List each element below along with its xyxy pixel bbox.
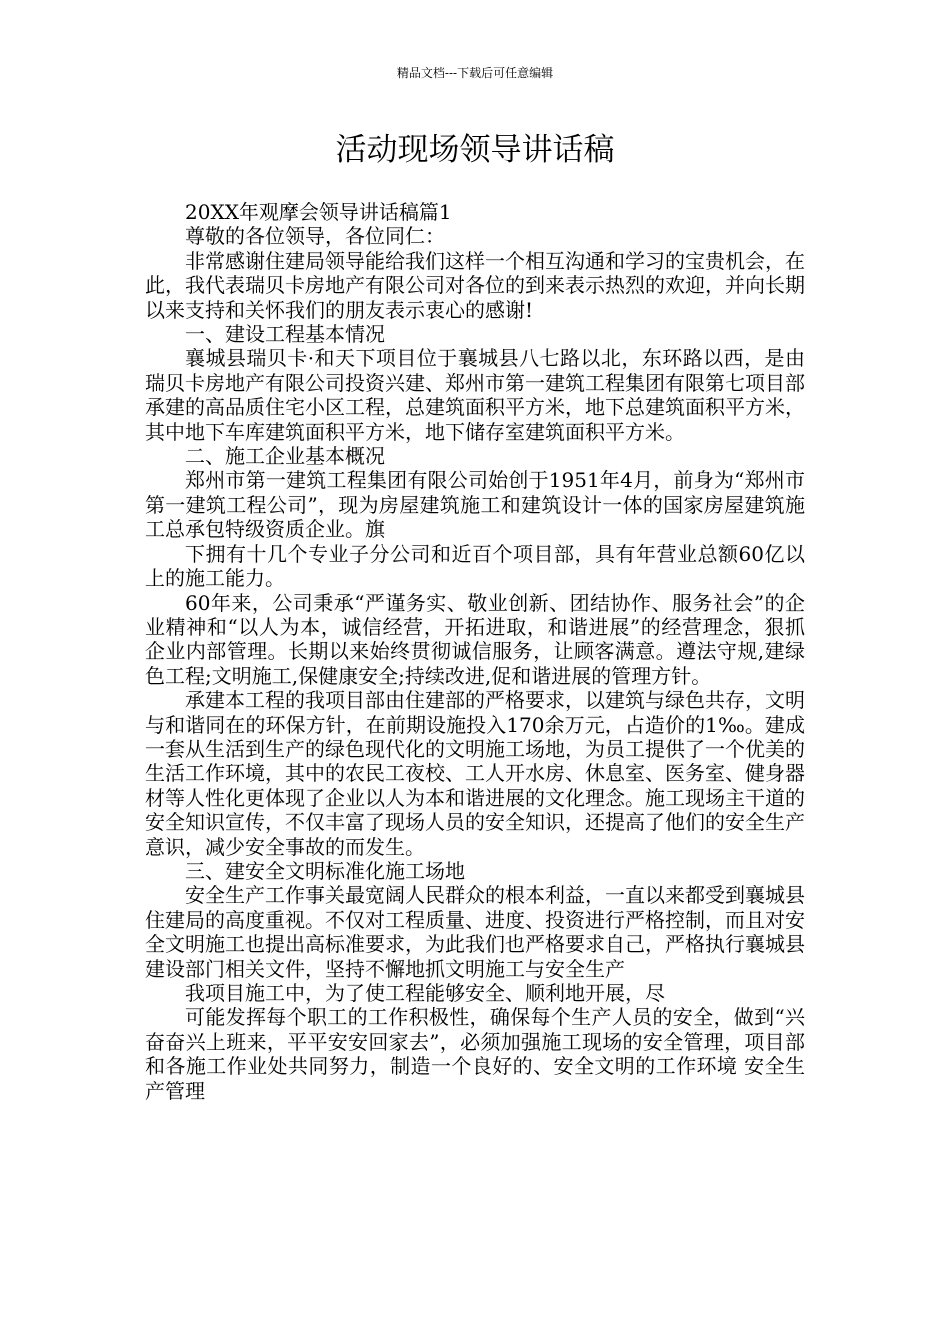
heading-company-overview: 二、施工企业基本概况 [185,444,385,469]
paragraph-safety-importance: 安全生产工作事关最宽阔人民群众的根本利益，一直以来都受到襄城县住建局的高度重视。不仅对工程质量、进度、投资进行严格控制，而且对安全文明施工也提出高标准要求，为此我们也严格要求自己，严格执行襄城县建设部门相关文件，坚持不懈地抓文明施工与安全生产 [145,883,805,981]
paragraph-safety-management: 可能发挥每个职工的工作积极性，确保每个生产人员的安全，做到“兴奋奋兴上班来，平平安安回家去”，必须加强施工现场的安全管理，项目部和各施工作业处共同努力，制造一个良好的、安全文明的工作环境 安全生产管理 [145,1005,805,1103]
heading-safety-site: 三、建安全文明标准化施工场地 [185,858,465,883]
heading-project-overview: 一、建设工程基本情况 [185,322,385,347]
document-body [145,200,805,1103]
header-note: 精品文档---下载后可任意编辑 [396,66,554,80]
paragraph-construction-intro: 我项目施工中，为了使工程能够安全、顺利地开展，尽 [185,981,665,1005]
paragraph-company-capacity: 下拥有十几个专业子分公司和近百个项目部，具有年营业总额60亿以上的施工能力。 [145,541,805,591]
paragraph-section-heading: 20XX年观摩会领导讲话稿篇1 [185,200,452,224]
paragraph-project-department: 承建本工程的我项目部由住建部的严格要求，以建筑与绿色共存，文明与和谐同在的环保方针，在前期设施投入170余万元，占造价的1‰。建成一套从生活到生产的绿色现代化的文明施工场地，为员工提供了一个优美的生活工作环境，其中的农民工夜校、工人开水房、休息室、医务室、健身器材等人性化更体现了企业以人为本和谐进展的文化理念。施工现场主干道的安全知识宣传，不仅丰富了现场人员的安全知识，还提高了他们的安全生产意识，减少安全事故的而发生。 [145,688,805,859]
paragraph-salutation: 尊敬的各位领导，各位同仁： [185,224,445,249]
document-title: 活动现场领导讲话稿 [335,132,615,168]
paragraph-thanks: 非常感谢住建局领导能给我们这样一个相互沟通和学习的宝贵机会，在此，我代表瑞贝卡房地产有限公司对各位的到来表示热烈的欢迎，并向长期以来支持和关怀我们的朋友表示衷心的感谢! [145,248,805,322]
paragraph-company-spirit: 60年来，公司秉承“严谨务实、敬业创新、团结协作、服务社会”的企业精神和“以人为本，诚信经营，开拓进取，和谐进展”的经营理念，狠抓企业内部管理。长期以来始终贯彻诚信服务，让顾客满意。遵法守规,建绿色工程;文明施工,保健康安全;持续改进,促和谐进展的管理方针。 [145,590,805,688]
paragraph-project-overview: 襄城县瑞贝卡·和天下项目位于襄城县八七路以北，东环路以西，是由瑞贝卡房地产有限公司投资兴建、郑州市第一建筑工程集团有限第七项目部承建的高品质住宅小区工程，总建筑面积平方米，地下总建筑面积平方米，其中地下车库建筑面积平方米，地下储存室建筑面积平方米。 [145,346,805,444]
paragraph-company-history: 郑州市第一建筑工程集团有限公司始创于1951年4月，前身为“郑州市第一建筑工程公司”，现为房屋建筑施工和建筑设计一体的国家房屋建筑施工总承包特级资质企业。旗 [145,468,805,542]
